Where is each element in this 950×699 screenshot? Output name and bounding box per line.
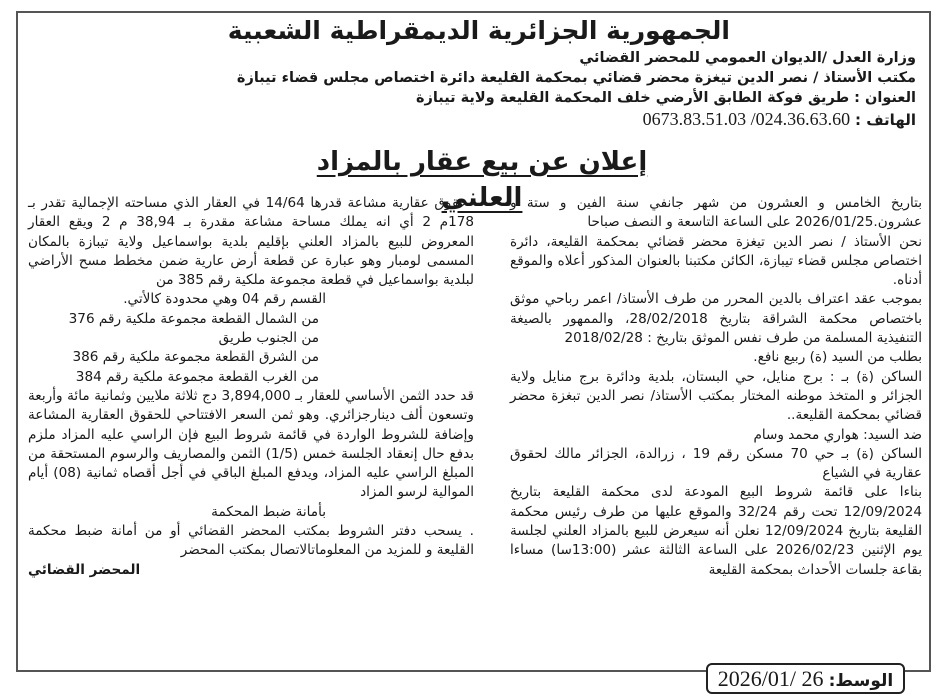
paragraph-property: –حقوق عقارية مشاعة قدرها 14/64 في العقار الذي مساحته الإجمالية تقدر بـ 178م 2 أي انه يملك مساحة مشاعة مقدرة بـ 38,94 م 2 ويقع العقار المعروض للبيع بالمزاد العلني بإقليم بلدية بواسماعيل ولاية تيبازة بالمكان المسمى لومبار وهو عبارة عن قطعة أرض عارية ضمن مخطط مسح الأراضي لبلدية بواسماعيل في قطعة مجموعة ملكية رقم 385 من [28,195,475,289]
paragraph-withdraw: . يسحب دفتر الشروط بمكتب المحضر القضائي أو من أمانة ضبط محكمة القليعة و للمزيد من المعلوماتالاتصال بمكتب المحضر [28,523,474,559]
office-line: مكتب الأستاذ / نصر الدين تيغزة محضر قضائي بمحكمة القليعة دائرة اختصاص مجلس قضاء تيبازة [236,70,916,86]
paragraph-price-end: بأمانة ضبط المحكمة [211,503,326,520]
paragraph-requester-address: الساكن (ة) بـ : برج منايل، حي البستان، بلدية ودائرة برج منايل ولاية الجزائر و المتخذ موطنه المختار بمكتب الأستاذ/ نصر الدين تبغزة محضر قضائي بمحكمة القليعة.. [510,368,922,424]
paragraph-defendant: ضد السيد: هواري محمد وسام [753,426,922,443]
paragraph-auction-session: بناءا على قائمة شروط البيع المودعة لدى محكمة القليعة بتاريخ 12/09/2024 تحت رقم 32/24 والموقع عليها من طرف رئيس محكمة القليعة بتاريخ 12/09/2024 نعلن أنه سيعرض للبيع بالمزاد العلني لجلسة يوم الإثنين 2026/02/23 على الساعة الثالثة عشر (13:00سا) مساءا بقاعة جلسات الأحداث بمحكمة القليعة [510,484,922,578]
bound-east: من الشرق القطعة مجموعة ملكية رقم 386 [72,349,319,366]
bound-south: من الجنوب طريق [218,330,319,347]
paragraph-property-end: القسم رقم 04 وهي محدودة كالأتي. [123,291,326,308]
phone-line [40,108,916,131]
paragraph-defendant-address: الساكن (ة) بـ حي 70 مسكن رقم 19 ، زرالدة، الجزائر مالك لحقوق عقارية في الشياع [510,445,922,482]
paragraph-requester: بطلب من السيد (ة) ربيع نافع. [753,349,922,366]
republic-heading: الجمهورية الجزائرية الديمقراطية الشعبية [227,16,730,45]
bound-west: من الغرب القطعة مجموعة ملكية رقم 384 [75,368,319,385]
bound-north: من الشمال القطعة مجموعة ملكية رقم 376 [68,310,319,327]
phone-label: الهاتف : [854,111,916,129]
paragraph-bailiff: نحن الأستاذ / نصر الدين تيغزة محضر قضائي بمحكمة القليعة، دائرة اختصاص مجلس قضاء تيبازة، الكائن مكتبنا بالعنوان المذكور أعلاه والموقع أدناه. [510,233,922,289]
phone-numbers: 0673.83.51.03 /024.36.63.60 [642,109,851,129]
signature: المحضر القضائي [28,561,141,578]
publication-badge [706,663,905,694]
paragraph-contract: بموجب عقد اعتراف بالدين المحرر من طرف الأستاذ/ اعمر رباحي موثق باختصاص محكمة الشراقة بتاريخ 28/02/2018، والممهور بالصيغة التنفيذية المسلمة من طرف نفس الموثق بتاريخ : 2018/02/28 [510,291,922,347]
notice-header [40,14,920,131]
publication-date: 2026/01/ 26 [717,666,824,691]
ministry-line: وزارة العدل /الديوان العمومي للمحضر القضائي [579,50,916,66]
right-column [510,194,922,580]
left-column [28,194,474,580]
publication-label: الوسط: [828,671,894,691]
paragraph-date: بتاريخ الخامس و العشرون من شهر جانفي سنة الفين و ستة و عشرون.2026/01/25 على الساعة التاسعة و النصف صباحا [510,195,922,231]
notice-title: إعلان عن بيع عقار بالمزاد العلني [316,147,648,213]
paragraph-price: قد حدد الثمن الأساسي للعقار بـ 3,894,000 دج ثلاثة ملايين وثمانية مائة وأربعة وتسعون ألف دينارجزائري. وهو ثمن السعر الافتتاحي للحقوق العقارية المشاعة وإضافة للشروط الواردة في قائمة شروط البيع فإن الراسي عليه المزاد ملزم بدفع حال إنعقاد الجلسة خمس (1/5) الثمن والمصاريف والرسوم المستحقة من المبلغ الراسي عليه المزاد، ويدفع المبلغ الباقي في أجل أقصاه ثمانية (08) أيام الموالية لرسو المزاد [28,387,475,501]
address-line: العنوان : طريق فوكة الطابق الأرضي خلف المحكمة القليعة ولاية تيبازة [415,90,916,106]
